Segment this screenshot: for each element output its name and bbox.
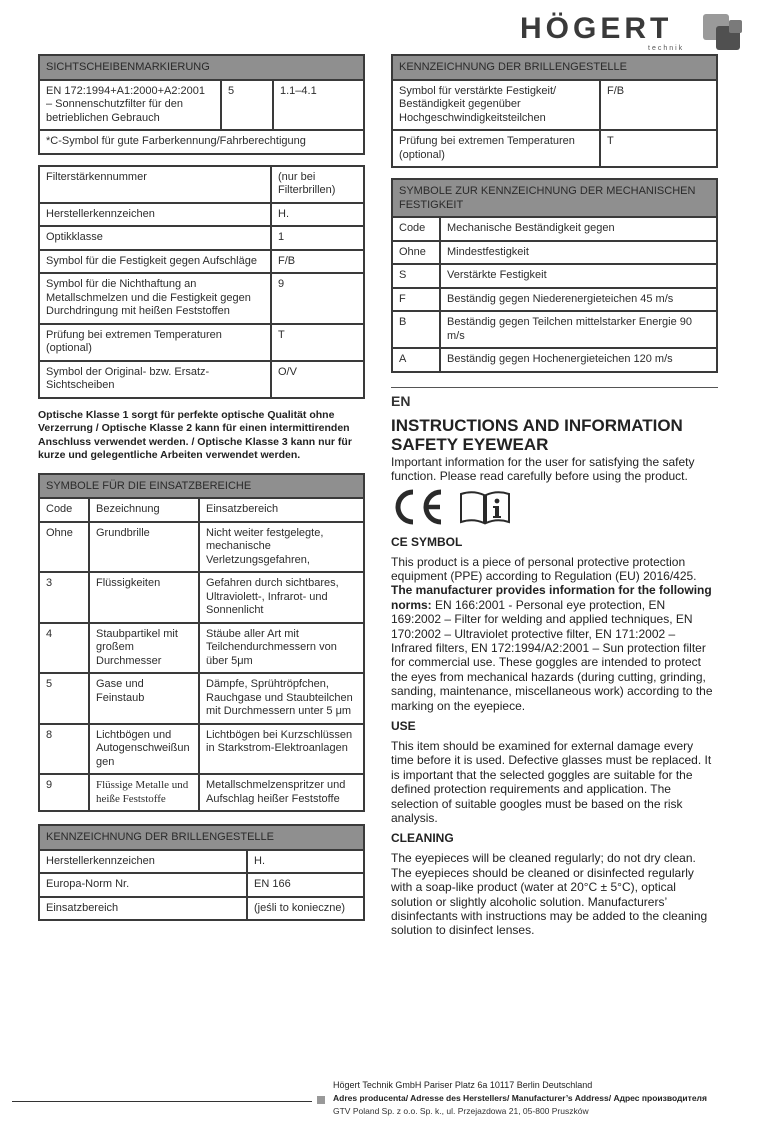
table-row — [39, 226, 364, 250]
intro-text: Important information for the user for satisfying the safety function. Please read carefully before using the product. — [391, 454, 695, 483]
symbol-icons — [391, 489, 718, 529]
ce-text-part: EN 166:2001 - Personal eye protection, EN 169:2002 – Filter for welding and applied techniques, EN 170:2002 – Ultraviolet protective filter, EN 171:2002 – Infrared filters, EN 172:1994/A2:2001 – Sun protection filter for commercial use. These goggles are intended to protect the eyes from mechanical hazards (during cutting, grinding, sanding, maintenance, miscellaneous work) according to the marking on the eyepiece. — [391, 597, 713, 713]
table-cell: EN 172:1994+A1:2000+A2:2001 – Sonnenschutzfilter für den betrieblichen Gebrauch — [39, 80, 221, 131]
table-cell: 1.1–4.1 — [273, 80, 364, 131]
table-cell: H. — [247, 850, 364, 874]
table-cell: (nur bei Filterbrillen) — [271, 166, 364, 203]
section-divider — [391, 387, 718, 388]
table-cell: Symbol der Original- bzw. Ersatz-Sichtscheiben — [39, 361, 271, 398]
table-cell: Flüssige Metalle und heiße Feststoffe — [89, 774, 199, 811]
table-row — [392, 80, 717, 131]
table-brillengestelle-right — [391, 54, 718, 168]
table-cell: A — [392, 348, 440, 372]
spacer — [38, 155, 365, 165]
table-row — [39, 361, 364, 398]
table-cell: Beständig gegen Niederenergieteichen 45 m/s — [440, 288, 717, 312]
table-row — [39, 873, 364, 897]
table-cell: Flüssigkeiten — [89, 572, 199, 623]
table-cell: Dämpfe, Sprühtröpfchen, Rauchgase und Staubteilchen mit Durchmessern unter 5 μm — [199, 673, 364, 724]
table-cell: (jeśli to konieczne) — [247, 897, 364, 921]
table-row — [39, 572, 364, 623]
column-header: Code — [39, 498, 89, 522]
table-row — [39, 673, 364, 724]
title-line-1: INSTRUCTIONS AND INFORMATION — [391, 415, 683, 435]
table-cell: Verstärkte Festigkeit — [440, 264, 717, 288]
footer-address-pl: GTV Poland Sp. z o.o. Sp. k., ul. Przejazdowa 21, 05-800 Pruszków — [333, 1106, 589, 1116]
table-cell: F — [392, 288, 440, 312]
table-cell: Lichtbögen bei Kurzschlüssen in Starkstrom-Elektroanlagen — [199, 724, 364, 775]
brand-subtitle: technik — [648, 45, 685, 52]
table-cell: Filterstärkennummer — [39, 166, 271, 203]
table-cell: O/V — [271, 361, 364, 398]
table-mechanische-festigkeit — [391, 178, 718, 373]
table-cell: Staubpartikel mit großem Durchmesser — [89, 623, 199, 674]
table-row — [392, 311, 717, 348]
spacer — [38, 399, 365, 409]
spacer — [38, 812, 365, 824]
page-title — [391, 416, 718, 454]
table-row — [392, 130, 717, 167]
table-row — [39, 166, 364, 203]
table-cell: Optikklasse — [39, 226, 271, 250]
table-cell: Einsatzbereich — [39, 897, 247, 921]
table-cell: T — [600, 130, 717, 167]
table-cell: 3 — [39, 572, 89, 623]
table-cell: Symbol für die Festigkeit gegen Aufschläge — [39, 250, 271, 274]
table-row — [39, 897, 364, 921]
table-header: SICHTSCHEIBENMARKIERUNG — [39, 55, 364, 80]
logo-square-icon — [729, 20, 742, 33]
table-cell: Metallschmelzenspritzer und Aufschlag heißer Feststoffe — [199, 774, 364, 811]
language-label: EN — [391, 392, 411, 409]
optical-class-note: Optische Klasse 1 sorgt für perfekte optische Qualität ohne Verzerrung / Optische Klasse 2 kann für einen intermittirenden Anschluss verwendet werden. / Optische Klasse 3 kann nur für kurze und gelegentliche Arbeiten verwendet werden. — [38, 408, 352, 461]
table-einsatzbereiche — [38, 473, 365, 813]
table-row — [392, 288, 717, 312]
footer-square-icon — [317, 1096, 325, 1104]
footer-divider — [12, 1101, 312, 1102]
table-column-headers — [392, 217, 717, 241]
table-row — [39, 273, 364, 324]
ce-text-part: This product is a piece of personal protective protection equipment (PPE) according to Regulation (EU) 2016/425. — [391, 554, 697, 583]
table-cell: Symbol für verstärkte Festigkeit/ Beständigkeit gegenüber Hochgeschwindigkeitsteilchen — [392, 80, 600, 131]
table-row — [39, 250, 364, 274]
ce-symbol-text — [391, 555, 718, 713]
table-row — [392, 348, 717, 372]
column-header: Bezeichnung — [89, 498, 199, 522]
footer-address-label: Adres producenta/ Adresse des Herstellers/ Manufacturer’s Address/ Адрес производителя — [333, 1093, 707, 1103]
ce-text-bold: The manufacturer provides information for the following norms: — [391, 583, 712, 612]
table-header: SYMBOLE ZUR KENNZEICHNUNG DER MECHANISCHEN FESTIGKEIT — [392, 179, 717, 217]
table-cell: Ohne — [39, 522, 89, 573]
table-cell: B — [392, 311, 440, 348]
table-cell: Prüfung bei extremen Temperaturen (optional) — [39, 324, 271, 361]
table-cell: Herstellerkennzeichen — [39, 203, 271, 227]
table-cell: 9 — [271, 273, 364, 324]
table-row — [39, 80, 364, 131]
table-cell: EN 166 — [247, 873, 364, 897]
table-cell: Mindestfestigkeit — [440, 241, 717, 265]
table-header: KENNZEICHNUNG DER BRILLENGESTELLE — [39, 825, 364, 850]
table-cell: 1 — [271, 226, 364, 250]
table-cell: T — [271, 324, 364, 361]
table-row — [39, 623, 364, 674]
table-row — [392, 241, 717, 265]
table-row — [39, 724, 364, 775]
table-cell: Europa-Norm Nr. — [39, 873, 247, 897]
title-line-2: SAFETY EYEWEAR — [391, 434, 549, 454]
footer-manufacturer-de: Högert Technik GmbH Pariser Platz 6a 10117 Berlin Deutschland — [333, 1080, 593, 1090]
spacer — [391, 168, 718, 178]
left-column — [38, 54, 365, 921]
table-brillengestelle-left — [38, 824, 365, 921]
table-cell: Grundbrille — [89, 522, 199, 573]
brand-name: HÖGERT — [520, 12, 673, 45]
table-cell: Beständig gegen Hochenergieteichen 120 m/s — [440, 348, 717, 372]
table-cell: Symbol für die Nichthaftung an Metallschmelzen und die Festigkeit gegen Durchdringung mit heißen Feststoffen — [39, 273, 271, 324]
table-filter-markings — [38, 165, 365, 399]
table-sichtscheibenmarkierung — [38, 54, 365, 155]
table-cell: 4 — [39, 623, 89, 674]
table-header: KENNZEICHNUNG DER BRILLENGESTELLE — [392, 55, 717, 80]
table-row — [39, 203, 364, 227]
ce-symbol-heading: CE SYMBOL — [391, 534, 463, 549]
table-row — [39, 522, 364, 573]
table-cell: H. — [271, 203, 364, 227]
table-cell: 9 — [39, 774, 89, 811]
column-header: Mechanische Beständigkeit gegen — [440, 217, 717, 241]
table-cell: Prüfung bei extremen Temperaturen (optional) — [392, 130, 600, 167]
table-cell: 8 — [39, 724, 89, 775]
table-row — [39, 774, 364, 811]
table-cell: Nicht weiter festgelegte, mechanische Verletzungsgefahren, — [199, 522, 364, 573]
read-manual-icon — [459, 488, 511, 530]
table-row — [39, 324, 364, 361]
table-cell: Stäube aller Art mit Teilchendurchmessern von über 5μm — [199, 623, 364, 674]
table-header: SYMBOLE FÜR DIE EINSATZBEREICHE — [39, 474, 364, 499]
table-cell: 5 — [39, 673, 89, 724]
right-column — [391, 54, 718, 938]
table-cell: Lichtbögen und Autogenschweißungen — [89, 724, 199, 775]
use-heading: USE — [391, 718, 416, 733]
table-cell: Ohne — [392, 241, 440, 265]
column-header: Code — [392, 217, 440, 241]
brand-logo — [520, 8, 750, 54]
table-cell: 5 — [221, 80, 273, 131]
table-cell: Beständig gegen Teilchen mittelstarker Energie 90 m/s — [440, 311, 717, 348]
table-cell: S — [392, 264, 440, 288]
cleaning-text: The eyepieces will be cleaned regularly; do not dry clean. The eyepieces should be cleaned or disinfected regularly with a soap-like product (water at 20°C ± 5°C), optical solution or slightly alcoholic solution. Manufacturers’ disinfectants with instructions may be added to the cleaning solution to disinfect lenses. — [391, 851, 708, 938]
table-note: *C-Symbol für gute Farberkennung/Fahrberechtigung — [39, 130, 364, 154]
table-cell: F/B — [271, 250, 364, 274]
column-header: Einsatzbereich — [199, 498, 364, 522]
use-text: This item should be examined for external damage every time before it is used. Defective glasses must be replaced. It is important that the selected goggles are suitable for the defined protection requirements and application. The selection of suitable googles must be based on the risk analysis. — [391, 738, 712, 825]
table-row — [39, 850, 364, 874]
table-cell: Herstellerkennzeichen — [39, 850, 247, 874]
table-column-headers — [39, 498, 364, 522]
cleaning-heading: CLEANING — [391, 831, 454, 846]
table-cell: F/B — [600, 80, 717, 131]
spacer — [38, 463, 365, 473]
ce-mark-icon — [391, 488, 447, 530]
table-cell: Gefahren durch sichtbares, Ultraviolett-, Infrarot- und Sonnenlicht — [199, 572, 364, 623]
table-cell: Gase und Feinstaub — [89, 673, 199, 724]
table-row — [392, 264, 717, 288]
